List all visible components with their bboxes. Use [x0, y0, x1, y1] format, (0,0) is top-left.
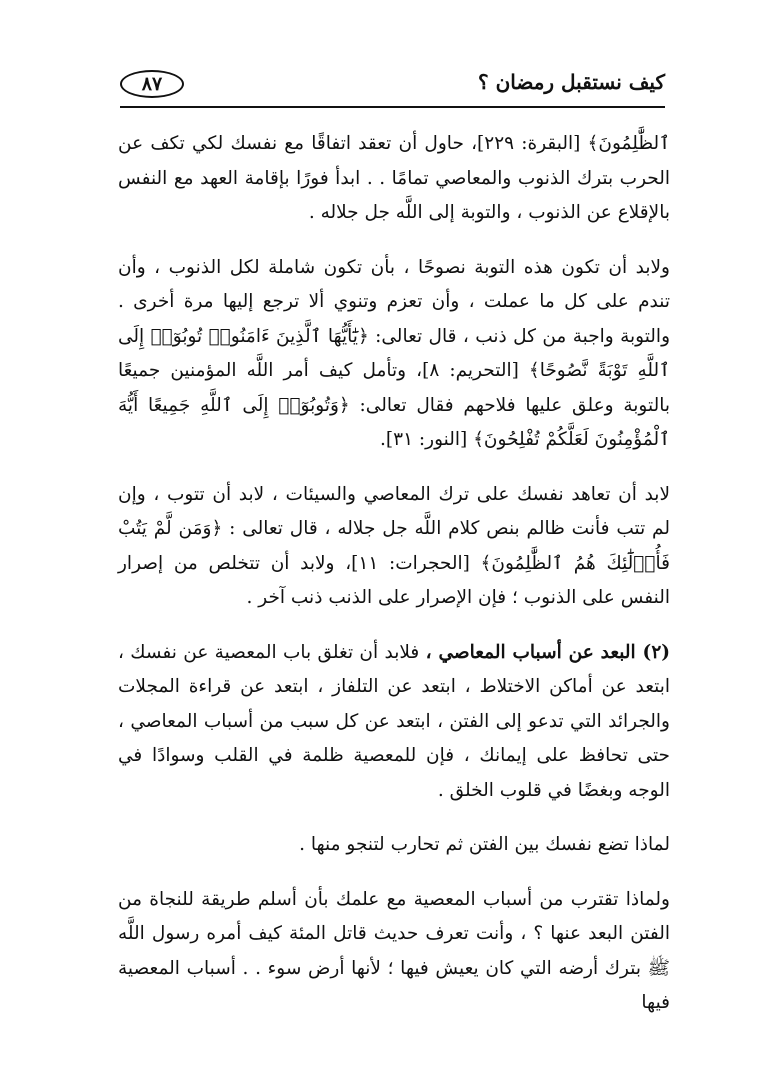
paragraph-5: لماذا تضع نفسك بين الفتن ثم تحارب لتنجو منها . — [299, 834, 670, 855]
running-title: كيف نستقبل رمضان ؟ — [477, 70, 665, 94]
section-heading: (٢) البعد عن أسباب المعاصي ، — [425, 641, 671, 663]
paragraph-4 — [118, 636, 670, 809]
paragraph-4-text: فلابد أن تغلق باب المعصية عن نفسك ، ابتعد عن أماكن الاختلاط ، ابتعد عن التلفاز ، ابتعد عن قراءة المجلات والجرائد التي تدعو إلى الفتن ، ابتعد عن كل سبب من أسباب المعاصي ، حتى تحافظ على إيمانك ، فإن للمعصية ظلمة في القلب وسوادًا في الوجه وبغضًا في قلوب الخلق . — [118, 641, 670, 801]
page-number: ٨٧ — [120, 70, 184, 98]
page-header — [120, 64, 665, 104]
paragraph-2: ولابد أن تكون هذه التوبة نصوحًا ، بأن تكون شاملة لكل الذنوب ، وأن تندم على كل ما عملت ، وأن تعزم وتنوي ألا ترجع إليها مرة أخرى . والتوبة واجبة من كل ذنب ، قال تعالى: ﴿يَٰٓأَيُّهَا ٱلَّذِينَ ءَامَنُوا۟ تُوبُوٓا۟ إِلَى ٱللَّهِ تَوْبَةً نَّصُوحًا﴾ [التحريم: ٨]، وتأمل كيف أمر اللَّه المؤمنين جميعًا بالتوبة وعلق عليها فلاحهم فقال تعالى: ﴿وَتُوبُوٓا۟ إِلَى ٱللَّهِ جَمِيعًا أَيُّهَ ٱلْمُؤْمِنُونَ لَعَلَّكُمْ تُفْلِحُونَ﴾ [النور: ٣١]. — [118, 256, 670, 450]
paragraph-1: ٱلظَّٰلِمُونَ﴾ [البقرة: ٢٢٩]، حاول أن تعقد اتفاقًا مع نفسك لكي تكف عن الحرب بترك الذنوب والمعاصي تمامًا . . ابدأ فورًا بإقامة العهد مع النفس بالإقلاع عن الذنوب ، والتوبة إلى اللَّه جل جلاله . — [118, 133, 670, 223]
paragraph-3: لابد أن تعاهد نفسك على ترك المعاصي والسيئات ، لابد أن تتوب ، وإن لم تتب فأنت ظالم بنص كلام اللَّه جل جلاله ، قال تعالى : ﴿وَمَن لَّمْ يَتُبْ فَأُو۟لَٰٓئِكَ هُمُ ٱلظَّٰلِمُونَ﴾ [الحجرات: ١١]، ولابد أن تتخلص من إصرار النفس على الذنوب ؛ فإن الإصرار على الذنب ذنب آخر . — [118, 483, 670, 608]
page-body — [118, 127, 670, 1021]
header-rule — [120, 106, 665, 108]
paragraph-6: ولماذا تقترب من أسباب المعصية مع علمك بأن أسلم طريقة للنجاة من الفتن البعد عنها ؟ ، وأنت تعرف حديث قاتل المئة كيف أمره رسول اللَّه ﷺ بترك أرضه التي كان يعيش فيها ؛ لأنها أرض سوء . . أسباب المعصية فيها — [118, 888, 671, 1013]
